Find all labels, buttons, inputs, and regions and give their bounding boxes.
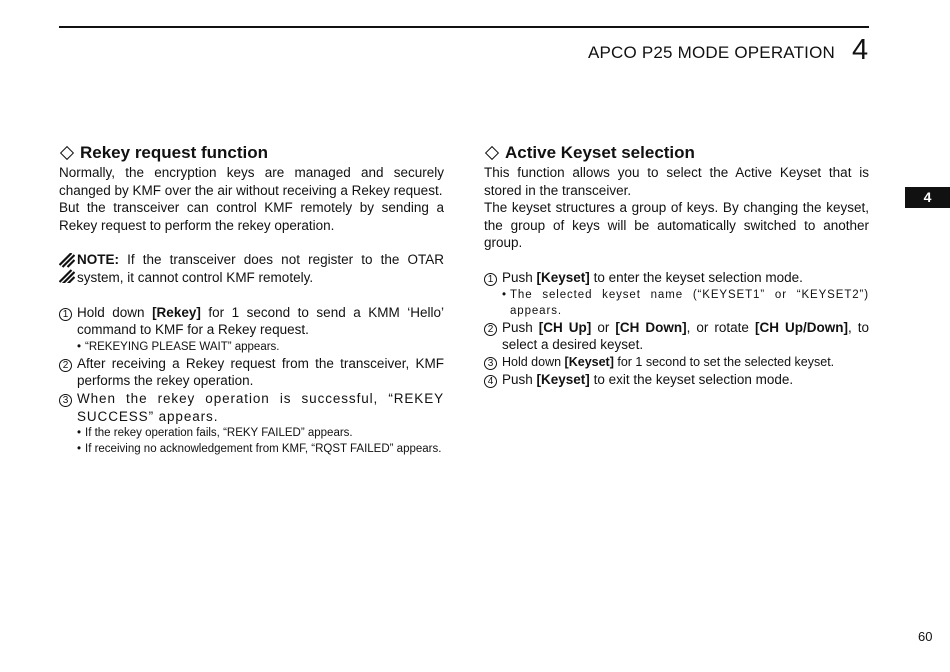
sub-bullet: • If receiving no acknowledgement from KMF, “RQST FAILED” appears. (77, 443, 442, 456)
chapter-number: 4 (852, 34, 869, 66)
key-label: [Rekey] (152, 304, 201, 320)
step-number: 2 (484, 323, 497, 336)
step-item (59, 304, 444, 339)
step-item (59, 355, 444, 390)
sub-bullet: • “REKEYING PLEASE WAIT” appears. (77, 340, 280, 353)
rekey-section (59, 143, 444, 457)
step-text: After receiving a Rekey request from the transceiver, KMF performs the rekey operation. (77, 355, 444, 389)
key-label: [Keyset] (536, 269, 590, 285)
paragraph: But the transceiver can control KMF remotely by sending a Rekey request to perform the rekey operation. (59, 200, 444, 233)
key-label: [CH Up] (538, 319, 592, 335)
step-text: Hold down [Rekey] for 1 second to send a KMM ‘Hello’ command to KMF for a Rekey request. (77, 304, 444, 338)
key-label: [Keyset] (536, 372, 590, 388)
step-number: 3 (59, 394, 72, 407)
note-hatch-icon (59, 253, 75, 283)
header-rule (59, 26, 869, 28)
step-item (484, 269, 869, 287)
page-number: 60 (918, 629, 933, 644)
paragraph: The keyset structures a group of keys. By changing the keyset, the group of keys will be automatically switched to another group. (484, 200, 869, 251)
step-number: 1 (484, 273, 497, 286)
step-number: 3 (484, 357, 497, 370)
diamond-icon (60, 146, 74, 160)
note-block (59, 251, 444, 286)
keyset-section (484, 143, 869, 389)
key-label: [Keyset] (564, 354, 614, 369)
paragraph: This function allows you to select the Active Keyset that is stored in the transceiver. (484, 165, 869, 198)
heading-text: Active Keyset selection (505, 143, 695, 162)
chapter-side-tab: 4 (905, 187, 950, 208)
heading-text: Rekey request function (80, 143, 268, 162)
key-label: [CH Up/Down] (754, 319, 848, 335)
step-text: Hold down [Keyset] for 1 second to set the selected keyset. (502, 354, 835, 369)
sub-bullet: • The selected keyset name (“KEYSET1” or “KEYSET2”) appears. (502, 288, 869, 317)
sub-bullet: • If the rekey operation fails, “REKY FAILED” appears. (77, 427, 353, 440)
step-number: 4 (484, 375, 497, 388)
diamond-icon (485, 146, 499, 160)
section-heading (59, 143, 444, 163)
step-number: 2 (59, 359, 72, 372)
note-label: NOTE: (77, 252, 119, 268)
paragraph: Normally, the encryption keys are managed and securely changed by KMF over the air without receiving a Rekey request. (59, 165, 444, 198)
chapter-title: APCO P25 MODE OPERATION (587, 43, 835, 62)
step-item (59, 390, 444, 425)
step-item (484, 354, 869, 372)
step-text: When the rekey operation is successful, “REKEY SUCCESS” appears. (77, 390, 444, 424)
step-text: Push [CH Up] or [CH Down], or rotate [CH Up/Down], to select a desired keyset. (502, 319, 869, 353)
step-item (484, 371, 869, 389)
step-text: Push [Keyset] to enter the keyset selection mode. (502, 269, 803, 285)
step-text: Push [Keyset] to exit the keyset selection mode. (502, 372, 794, 388)
step-item (484, 319, 869, 354)
step-number: 1 (59, 308, 72, 321)
note-text: NOTE: If the transceiver does not register to the OTAR system, it cannot control KMF remotely. (77, 252, 444, 285)
key-label: [CH Down] (615, 319, 687, 335)
section-heading (484, 143, 869, 163)
